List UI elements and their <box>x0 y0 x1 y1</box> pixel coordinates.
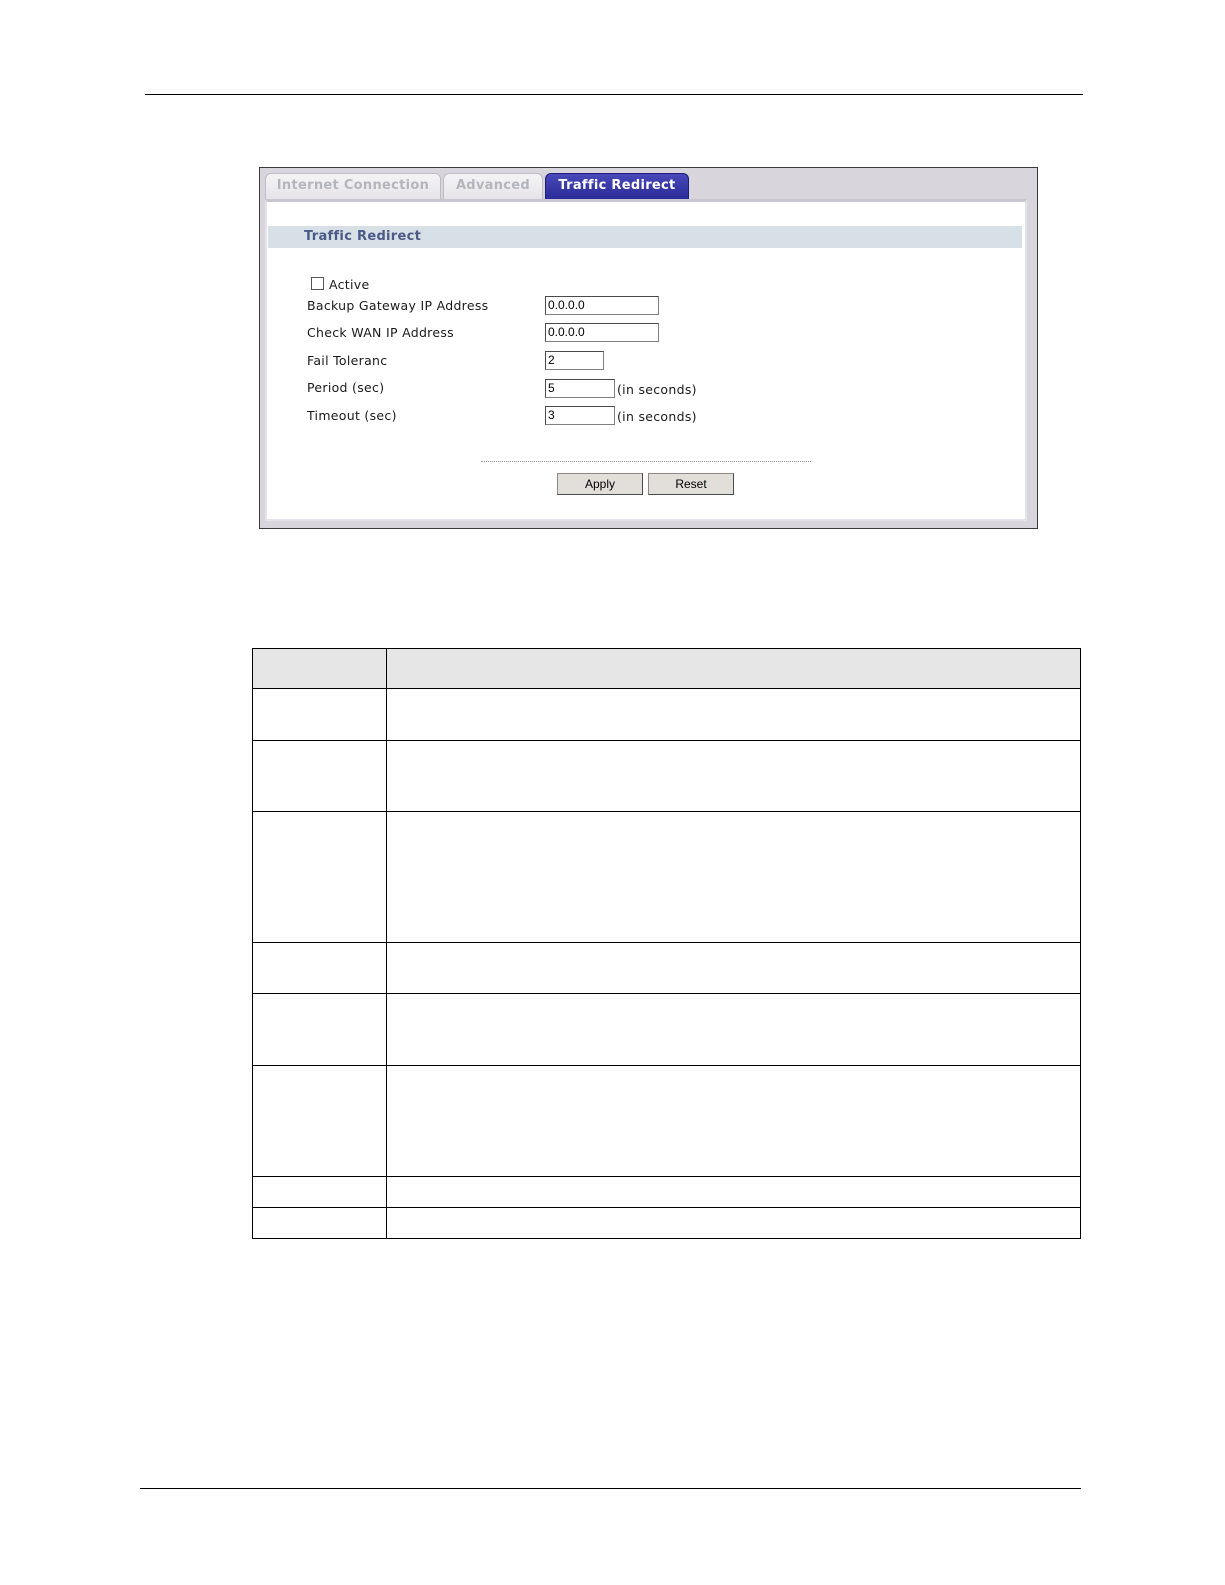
table-cell <box>253 943 387 994</box>
table-cell <box>387 812 1081 943</box>
table-cell <box>253 994 387 1066</box>
table-row <box>253 1208 1081 1239</box>
table-row <box>253 994 1081 1066</box>
footer-rule <box>140 1488 1081 1489</box>
active-checkbox[interactable] <box>311 277 324 290</box>
table-row <box>253 943 1081 994</box>
table-row <box>253 812 1081 943</box>
check-wan-label: Check WAN IP Address <box>307 325 454 340</box>
fail-tolerance-input[interactable]: 2 <box>545 351 604 370</box>
table-cell <box>253 1208 387 1239</box>
table-row <box>253 689 1081 741</box>
period-unit: (in seconds) <box>617 382 697 397</box>
table-cell <box>387 943 1081 994</box>
period-label: Period (sec) <box>307 380 385 395</box>
section-header <box>268 226 1022 248</box>
active-label: Active <box>329 277 370 292</box>
tab-advanced[interactable]: Advanced <box>443 173 543 199</box>
table-cell <box>387 1066 1081 1177</box>
field-description-table <box>252 648 1081 1239</box>
table-row <box>253 1066 1081 1177</box>
backup-gateway-label: Backup Gateway IP Address <box>307 298 489 313</box>
timeout-input[interactable]: 3 <box>545 406 615 425</box>
table-row <box>253 1177 1081 1208</box>
section-title: Traffic Redirect <box>304 229 422 244</box>
table-cell <box>253 1177 387 1208</box>
period-input[interactable]: 5 <box>545 379 615 398</box>
button-divider <box>481 461 811 462</box>
header-rule <box>145 94 1083 95</box>
table-cell <box>387 1208 1081 1239</box>
check-wan-input[interactable]: 0.0.0.0 <box>545 323 659 342</box>
table-cell <box>387 741 1081 812</box>
table-cell <box>387 1177 1081 1208</box>
table-cell <box>387 689 1081 741</box>
table-header-row <box>253 649 1081 689</box>
table-cell <box>253 1066 387 1177</box>
tab-panel <box>265 199 1027 521</box>
timeout-label: Timeout (sec) <box>307 408 397 423</box>
table-cell <box>253 812 387 943</box>
tab-traffic-redirect[interactable]: Traffic Redirect <box>545 173 689 199</box>
reset-button[interactable]: Reset <box>648 473 734 495</box>
table-cell <box>253 741 387 812</box>
table-row <box>253 741 1081 812</box>
backup-gateway-input[interactable]: 0.0.0.0 <box>545 296 659 315</box>
timeout-unit: (in seconds) <box>617 409 697 424</box>
apply-button[interactable]: Apply <box>557 473 643 495</box>
traffic-redirect-screenshot <box>259 167 1038 529</box>
table-header-cell <box>253 649 387 689</box>
tab-bar <box>265 173 1025 199</box>
table-cell <box>387 994 1081 1066</box>
table-cell <box>253 689 387 741</box>
fail-tolerance-label: Fail Toleranc <box>307 353 388 368</box>
tab-internet-connection[interactable]: Internet Connection <box>265 173 441 199</box>
table-header-cell <box>387 649 1081 689</box>
